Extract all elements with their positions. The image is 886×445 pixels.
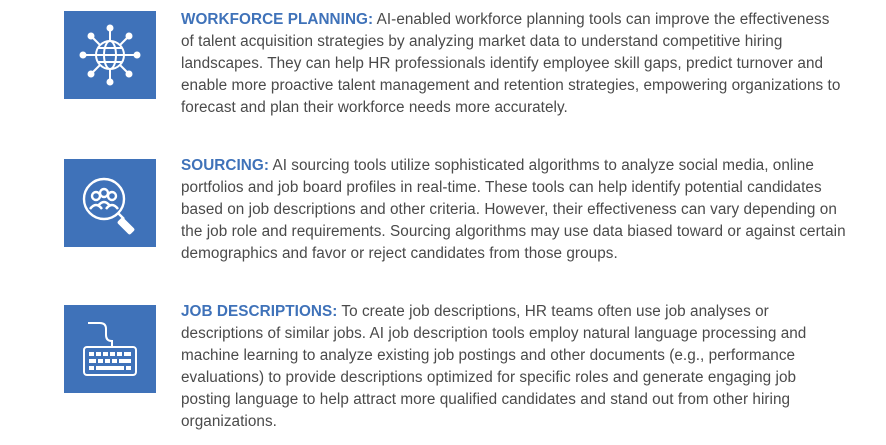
section-body: To create job descriptions, HR teams often use job analyses or descriptions of similar jobs. AI job description tools employ natural language processing and machine learning to analyze existing job postings and other documents (e.g., performance evaluations) to provide descriptions optimized for specific roles and generate engaging job posting language to help attract more qualified candidates and stand out from other hiring organizations.: [181, 303, 807, 430]
section-body: AI sourcing tools utilize sophisticated algorithms to analyze social media, online portfolios and job board profiles in real-time. These tools can help identify potential candidates based on job descriptions and other criteria. However, their effectiveness can vary depending on the job role and requirements. Sourcing algorithms may use data biased toward or against certain demographics and favor or reject candidates from those groups.: [181, 157, 846, 262]
people-search-icon: [64, 159, 156, 247]
section-heading: SOURCING:: [181, 157, 269, 174]
section-body: AI-enabled workforce planning tools can improve the effectiveness of talent acquisition strategies by analyzing market data to understand competitive hiring landscapes. They can help HR professionals identify employee skill gaps, predict turnover and enable more proactive talent management and retention strategies, empowering organizations to forecast and plan their workforce needs more accurately.: [181, 11, 841, 116]
section-text: [181, 301, 846, 433]
section-heading: JOB DESCRIPTIONS:: [181, 303, 338, 320]
globe-network-icon: [64, 11, 156, 99]
section-text: [181, 9, 846, 119]
keyboard-icon: [64, 305, 156, 393]
section-text: [181, 155, 846, 265]
section-heading: WORKFORCE PLANNING:: [181, 11, 374, 28]
